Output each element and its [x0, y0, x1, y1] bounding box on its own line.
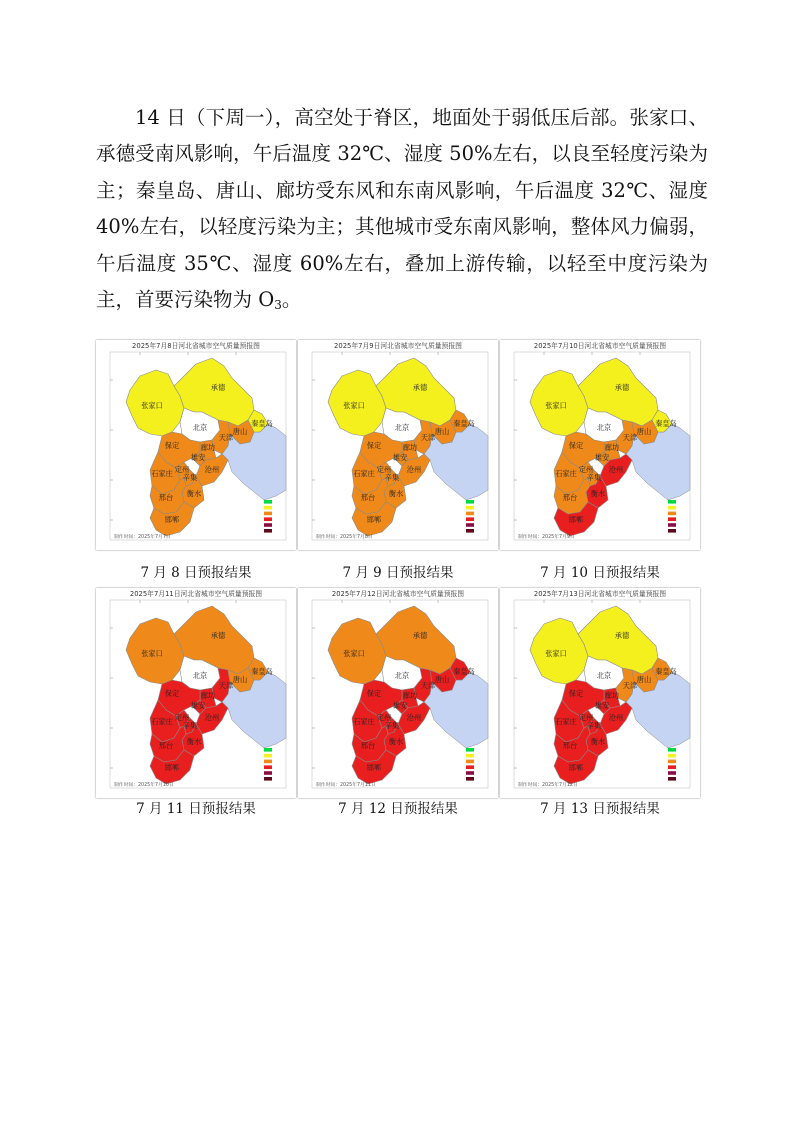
legend-swatch — [668, 777, 676, 781]
legend-swatch — [264, 765, 272, 769]
map-footer: 制作时间：2025年7月7日 — [114, 535, 171, 540]
city-label-handan: 邯郸 — [164, 763, 180, 772]
city-label-tangshan: 唐山 — [434, 675, 450, 684]
city-label-dingzhou: 定州 — [376, 465, 392, 474]
forecast-paragraph — [96, 100, 708, 318]
map-title: 2025年7月9日河北省城市空气质量预报图 — [334, 342, 462, 350]
caption-jul-08: 7 月 8 日预报结果 — [140, 565, 252, 581]
map-footer: 制作时间：2025年7月10日 — [114, 783, 174, 788]
legend-swatch — [668, 517, 676, 521]
caption-jul-09: 7 月 9 日预报结果 — [342, 565, 454, 581]
city-label-hengshui: 衡水 — [186, 489, 202, 498]
city-label-shijiazhuang: 石家庄 — [151, 717, 173, 726]
city-label-hengshui: 衡水 — [388, 737, 404, 746]
map-svg — [96, 340, 296, 550]
legend-swatch — [668, 523, 676, 527]
map-title: 2025年7月12日河北省城市空气质量预报图 — [331, 590, 465, 598]
legend-swatch — [264, 529, 272, 533]
city-label-baoding: 保定 — [568, 689, 584, 698]
forecast-map-jul-13 — [500, 588, 700, 798]
city-label-xingtai: 邢台 — [562, 741, 578, 750]
map-title: 2025年7月11日河北省城市空气质量预报图 — [129, 590, 263, 598]
map-title: 2025年7月10日河北省城市空气质量预报图 — [533, 342, 667, 350]
city-label-shijiazhuang: 石家庄 — [555, 717, 577, 726]
legend-swatch — [466, 523, 474, 527]
caption-jul-11: 7 月 11 日预报结果 — [136, 801, 256, 817]
city-label-handan: 邯郸 — [366, 515, 382, 524]
city-label-chengde: 承德 — [210, 383, 226, 392]
city-label-zhangjiakou: 张家口 — [545, 401, 567, 410]
city-label-tianjin: 天津 — [218, 433, 234, 442]
legend-swatch — [668, 748, 676, 752]
map-svg — [96, 588, 296, 798]
legend-swatch — [264, 506, 272, 510]
caption-jul-12: 7 月 12 日预报结果 — [338, 801, 458, 817]
city-label-xinji: 辛集 — [182, 473, 198, 482]
legend-swatch — [668, 512, 676, 516]
city-label-xinji: 辛集 — [384, 473, 400, 482]
city-label-chengde: 承德 — [412, 631, 428, 640]
legend-swatch — [466, 517, 474, 521]
city-label-xiongan: 雄安 — [392, 453, 408, 462]
city-label-beijing: 北京 — [596, 423, 612, 432]
city-label-cangzhou: 沧州 — [608, 713, 624, 722]
city-label-beijing: 北京 — [394, 671, 410, 680]
city-label-cangzhou: 沧州 — [204, 713, 220, 722]
map-footer: 制作时间：2025年7月12日 — [518, 783, 578, 788]
city-label-baoding: 保定 — [366, 689, 382, 698]
city-label-shijiazhuang: 石家庄 — [353, 717, 375, 726]
city-label-dingzhou: 定州 — [174, 465, 190, 474]
legend-swatch — [466, 512, 474, 516]
legend-swatch — [264, 500, 272, 504]
legend-swatch — [264, 512, 272, 516]
city-label-dingzhou: 定州 — [174, 713, 190, 722]
city-label-handan: 邯郸 — [568, 515, 584, 524]
city-label-chengde: 承德 — [210, 631, 226, 640]
paragraph-end: 。 — [281, 288, 302, 312]
city-label-tangshan: 唐山 — [434, 427, 450, 436]
caption-jul-13: 7 月 13 日预报结果 — [540, 801, 660, 817]
city-label-dingzhou: 定州 — [578, 465, 594, 474]
legend-swatch — [668, 500, 676, 504]
city-label-handan: 邯郸 — [164, 515, 180, 524]
paragraph-text: 14 日（下周一），高空处于脊区，地面处于弱低压后部。张家口、承德受南风影响，午后温度 32℃、湿度 50%左右，以良至轻度污染为主；秦皇岛、唐山、廊坊受东风和东南风影响，午后温度 32℃、湿度 40%左右，以轻度污染为主；其他城市受东南风影响，整体风力偏弱，午后温度 35℃、湿度 60%左右，叠加上游传输，以轻至中度污染为主，首要污染物为 O — [96, 106, 708, 312]
city-label-zhangjiakou: 张家口 — [141, 401, 163, 410]
city-label-tianjin: 天津 — [420, 433, 436, 442]
caption-jul-10: 7 月 10 日预报结果 — [540, 565, 660, 581]
city-label-langfang: 廊坊 — [200, 443, 216, 452]
city-label-tangshan: 唐山 — [636, 427, 652, 436]
legend-swatch — [466, 765, 474, 769]
city-label-qinhuangdao: 秦皇岛 — [251, 667, 273, 676]
city-label-shijiazhuang: 石家庄 — [555, 469, 577, 478]
city-label-zhangjiakou: 张家口 — [545, 649, 567, 658]
city-label-beijing: 北京 — [192, 423, 208, 432]
city-label-xingtai: 邢台 — [158, 493, 174, 502]
map-svg — [298, 588, 498, 798]
map-svg — [500, 340, 700, 550]
map-title: 2025年7月8日河北省城市空气质量预报图 — [132, 342, 260, 350]
city-label-xiongan: 雄安 — [190, 453, 206, 462]
city-label-zhangjiakou: 张家口 — [141, 649, 163, 658]
city-label-xiongan: 雄安 — [594, 701, 610, 710]
city-label-chengde: 承德 — [412, 383, 428, 392]
city-label-baoding: 保定 — [568, 441, 584, 450]
city-label-xinji: 辛集 — [586, 473, 602, 482]
city-label-baoding: 保定 — [366, 441, 382, 450]
city-label-qinhuangdao: 秦皇岛 — [453, 667, 475, 676]
city-label-cangzhou: 沧州 — [406, 713, 422, 722]
city-label-qinhuangdao: 秦皇岛 — [453, 419, 475, 428]
city-label-hengshui: 衡水 — [186, 737, 202, 746]
legend-swatch — [264, 754, 272, 758]
legend-swatch — [264, 777, 272, 781]
city-label-chengde: 承德 — [614, 383, 630, 392]
city-label-cangzhou: 沧州 — [406, 465, 422, 474]
city-label-qinhuangdao: 秦皇岛 — [655, 419, 677, 428]
forecast-map-jul-11 — [96, 588, 296, 798]
legend-swatch — [466, 529, 474, 533]
legend-swatch — [264, 748, 272, 752]
map-svg — [500, 588, 700, 798]
forecast-map-jul-08 — [96, 340, 296, 550]
city-label-xingtai: 邢台 — [158, 741, 174, 750]
map-title: 2025年7月13日河北省城市空气质量预报图 — [533, 590, 667, 598]
city-label-langfang: 廊坊 — [402, 691, 418, 700]
forecast-map-jul-10 — [500, 340, 700, 550]
forecast-map-jul-09 — [298, 340, 498, 550]
city-label-qinhuangdao: 秦皇岛 — [655, 667, 677, 676]
city-label-tianjin: 天津 — [622, 681, 638, 690]
city-label-dingzhou: 定州 — [578, 713, 594, 722]
city-label-hengshui: 衡水 — [590, 737, 606, 746]
legend-swatch — [668, 760, 676, 764]
map-svg — [298, 340, 498, 550]
city-label-zhangjiakou: 张家口 — [343, 401, 365, 410]
legend-swatch — [466, 748, 474, 752]
legend-swatch — [668, 754, 676, 758]
paragraph-subscript: 3 — [274, 298, 282, 313]
map-footer: 制作时间：2025年7月8日 — [316, 535, 373, 540]
legend-swatch — [668, 771, 676, 775]
legend-swatch — [264, 523, 272, 527]
legend-swatch — [264, 517, 272, 521]
city-label-xinji: 辛集 — [384, 721, 400, 730]
legend-swatch — [466, 506, 474, 510]
city-label-tangshan: 唐山 — [232, 427, 248, 436]
city-label-shijiazhuang: 石家庄 — [151, 469, 173, 478]
city-label-tianjin: 天津 — [218, 681, 234, 690]
city-label-tangshan: 唐山 — [232, 675, 248, 684]
city-label-qinhuangdao: 秦皇岛 — [251, 419, 273, 428]
legend-swatch — [668, 506, 676, 510]
city-label-handan: 邯郸 — [366, 763, 382, 772]
city-label-langfang: 廊坊 — [200, 691, 216, 700]
legend-swatch — [264, 771, 272, 775]
city-label-langfang: 廊坊 — [604, 691, 620, 700]
legend-swatch — [466, 500, 474, 504]
city-label-xinji: 辛集 — [182, 721, 198, 730]
map-footer: 制作时间：2025年7月11日 — [316, 783, 376, 788]
city-label-xiongan: 雄安 — [190, 701, 206, 710]
city-label-cangzhou: 沧州 — [204, 465, 220, 474]
city-label-shijiazhuang: 石家庄 — [353, 469, 375, 478]
city-label-baoding: 保定 — [164, 689, 180, 698]
city-label-langfang: 廊坊 — [604, 443, 620, 452]
map-footer: 制作时间：2025年7月9日 — [518, 535, 575, 540]
legend-swatch — [264, 760, 272, 764]
city-label-tangshan: 唐山 — [636, 675, 652, 684]
city-label-beijing: 北京 — [192, 671, 208, 680]
city-label-baoding: 保定 — [164, 441, 180, 450]
city-label-xingtai: 邢台 — [360, 493, 376, 502]
legend-swatch — [668, 529, 676, 533]
city-label-xiongan: 雄安 — [392, 701, 408, 710]
city-label-xinji: 辛集 — [586, 721, 602, 730]
city-label-beijing: 北京 — [596, 671, 612, 680]
city-label-handan: 邯郸 — [568, 763, 584, 772]
legend-swatch — [668, 765, 676, 769]
city-label-hengshui: 衡水 — [388, 489, 404, 498]
city-label-xiongan: 雄安 — [594, 453, 610, 462]
city-label-dingzhou: 定州 — [376, 713, 392, 722]
city-label-cangzhou: 沧州 — [608, 465, 624, 474]
city-label-langfang: 廊坊 — [402, 443, 418, 452]
legend-swatch — [466, 760, 474, 764]
city-label-beijing: 北京 — [394, 423, 410, 432]
city-label-hengshui: 衡水 — [590, 489, 606, 498]
city-label-tianjin: 天津 — [420, 681, 436, 690]
city-label-xingtai: 邢台 — [562, 493, 578, 502]
legend-swatch — [466, 771, 474, 775]
forecast-map-jul-12 — [298, 588, 498, 798]
legend-swatch — [466, 777, 474, 781]
legend-swatch — [466, 754, 474, 758]
city-label-chengde: 承德 — [614, 631, 630, 640]
city-label-zhangjiakou: 张家口 — [343, 649, 365, 658]
city-label-tianjin: 天津 — [622, 433, 638, 442]
city-label-xingtai: 邢台 — [360, 741, 376, 750]
